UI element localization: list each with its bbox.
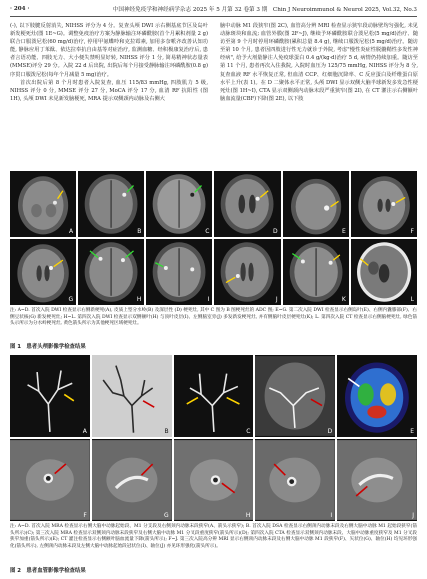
panel-label: E bbox=[342, 228, 346, 235]
mra-image bbox=[174, 355, 254, 437]
figure-1-panel bbox=[10, 171, 76, 237]
figure-1-panel bbox=[146, 171, 212, 237]
figure-1-panel bbox=[214, 171, 280, 237]
vessel-wall-mri-image bbox=[10, 439, 90, 521]
body-column-right bbox=[220, 22, 418, 103]
figure-1-panel bbox=[78, 171, 144, 237]
panel-label: G bbox=[163, 512, 169, 519]
figure-2-panel bbox=[92, 439, 172, 521]
brain-scan-image bbox=[351, 171, 417, 237]
panel-label: H bbox=[245, 512, 251, 519]
panel-label: K bbox=[341, 296, 346, 303]
panel-label: G bbox=[68, 296, 74, 303]
figure-1-panel bbox=[283, 239, 349, 305]
figure-1-panel bbox=[214, 239, 280, 305]
brain-scan-image bbox=[146, 171, 212, 237]
figure-2-panel bbox=[10, 355, 90, 437]
figure-1-panel bbox=[146, 239, 212, 305]
panel-label: D bbox=[327, 428, 333, 435]
figure-1-panel bbox=[351, 239, 417, 305]
brain-scan-image bbox=[283, 171, 349, 237]
figure-2-panel bbox=[255, 355, 335, 437]
body-column-left bbox=[10, 22, 208, 103]
figure-2-panel bbox=[337, 439, 417, 521]
mra-image bbox=[10, 355, 90, 437]
page-header bbox=[10, 4, 417, 17]
figure-2-panel bbox=[337, 355, 417, 437]
panel-label: H bbox=[136, 296, 142, 303]
brain-scan-image bbox=[78, 171, 144, 237]
paragraph: 脑中动脉 M1 段狭窄(图 2C), 血管高分辨 MRI 检查显示狭窄段动脉壁均匀强化, 未见动脉斑块和血流; 血管外膜(图 2F~J), 继续予环磷酰胺联合泼尼松(5 mg/d)治疗、随访至第 9 个月时停用环磷酰胺(累积总量 8.4 g), 继续口服泼尼松(5 mg/d)治疗。随访至第 10 个月, 患者因四肢进行性无力就诊于外院, 考虑"慢性炎症性脱髓鞘性多发性神经病", 给予大剂量静注人免疫球蛋白 0.4 g/(kg·d)治疗 5 d, 病情仍持续加重。随访至第 11 个月, 患者再次入住我院, 入院时血压为 125/75 mmHg, NIHSS 评分为 8 分, 复查血液 RF 水平恢复正常, 但血清 CCP、红细胞沉降率、C 反应蛋白及纤维蛋白原水平上升(表 1)。在 D 二聚体水平正常, 头颅 DWI 显示双侧大脑半球新发多发急性梗死灶(图 1H~I), CTA 显示双侧颈内动脉末段严重狭窄(图 2I), 在 CT 灌注示右侧额叶脑血流量(CBF)下降(图 2E), 以下肢 bbox=[220, 23, 418, 102]
panel-label: I bbox=[207, 296, 210, 303]
brain-scan-image bbox=[283, 239, 349, 305]
brain-scan-image bbox=[146, 239, 212, 305]
brain-scan-image bbox=[214, 171, 280, 237]
figure-1-caption: 注: A~D. 首次入院 DWI 检查显示右侧新梗死(A), 皮质上型分水岭(B) 及深层性 (D) 梗死灶, 其中 C 图为 B 图梗死灶的 ADC 图; E~G. 第二次入院 DWI 检查显示右侧岛叶(E)、右侧内囊膝部(F)、右侧豆状核(G) 新发梗死灶; H~L. 第四次入院 DWI 检查显示双侧额叶(H) 与顶叶皮层(I)、左侧脑室旁(J) 多发新发梗死灶, 并有侧脑叶皮层梗死灶(K); L. 第四次入院 CT 检查显示右侧脑梗死灶, 绿色箭头示所示为分水岭梗死灶, 黄色箭头所示为其他梗死区域梗死灶。 bbox=[10, 308, 417, 327]
figure-1-panel bbox=[78, 239, 144, 305]
figure-1-panel bbox=[10, 239, 76, 305]
panel-label: B bbox=[164, 428, 169, 435]
panel-label: B bbox=[137, 228, 142, 235]
paragraph: (-), 以下肢腱反射消失, NIHSS 评分为 4 分。复查头颅 DWI 示右侧基底节区及岛叶新发梗死灶(图 1E~G)。调整免疫治疗方案为静脉输注环磷酰胺(首个月累积剂量 2 g)联合口服泼尼松(60 mg/d)治疗, 停用甲氨蝶呤和克拉霉素, 加用多奈哌齐改善认知功能, 静脉应用丁苯酞、依达拉奉抗自由基等对症治疗, 监测血糖、经积极康复治疗后, 患者言语功能、四肢无力、大小便失禁明显好转, NIHSS 评分 1 分, 简易精神状态量表(MMSE)评分 29 分。入院 22 d 后出院, 出院后每个月接受静脉输注环磷酰胺(0.8 g)序贯口服泼尼松(每年个月减量 5 mg)治疗。 bbox=[10, 23, 208, 78]
panel-label: C bbox=[246, 428, 251, 435]
brain-scan-image bbox=[351, 239, 417, 305]
brain-scan-image bbox=[10, 171, 76, 237]
figure-1-title: 图 1 患者头颅影像学检查结果 bbox=[10, 344, 86, 350]
brain-scan-image bbox=[214, 239, 280, 305]
journal-running-head: 中国神经免疫学和神经病学杂志 2025 年 5 月第 32 卷第 3 期 Chin J Neuroimmunol & Neurol 2025, Vol.32, No.3 bbox=[112, 7, 417, 13]
figure-2-panels bbox=[10, 355, 417, 521]
figure-2-panel bbox=[255, 439, 335, 521]
cta-image bbox=[255, 355, 335, 437]
panel-label: E bbox=[410, 428, 414, 435]
figure-2-title: 图 2 患者血管影像学检查结果 bbox=[10, 568, 86, 574]
panel-label: F bbox=[83, 512, 87, 519]
ct-perfusion-image bbox=[337, 355, 417, 437]
figure-2-caption: 注: A~D. 首次入院 MRA 检查显示右侧大脑中动脉起始段、M1 分支段及右侧颈内动脉末段狭窄(A、箭头示狭窄); B. 首次入院 DSA 检查显示右侧颈内动脉末段及右侧大脑中动脉 M1 起始段狭窄(箭头所示)(C); 第三次入院 MRA 检查显示双侧颈内动脉末段狭窄及右侧大脑中动脉 M1 分叉段重度狭窄(箭头所示)(D); 第四次入院 CTA 检查显示双侧颈内动脉末段、大脑中动脉重度狭窄及 M1 分叉段狭窄加重(箭头所示)(E); CT 灌注检查显示右侧额叶脑血流量下降(箭头所示); F~J. 第三次入院高分辨 MRI 显示右侧颈内动脉末段及右侧大脑中动脉 M1 段狭窄(F)、矢状位(G)、轴位(H) 均见环形强化(箭头所示), 左侧颈内动脉末段及左侧大脑中动脉起始段冠状位(I)、轴位(J) 亦见环形强化(箭头所示)。 bbox=[10, 524, 417, 549]
panel-label: D bbox=[273, 228, 278, 235]
panel-label: J bbox=[275, 296, 278, 303]
panel-label: A bbox=[69, 228, 74, 235]
figure-2-panel bbox=[92, 355, 172, 437]
panel-label: A bbox=[82, 428, 87, 435]
dsa-image bbox=[92, 355, 172, 437]
panel-label: C bbox=[205, 228, 210, 235]
vessel-wall-mri-image bbox=[92, 439, 172, 521]
vessel-wall-mri-image bbox=[255, 439, 335, 521]
figure-2-panel bbox=[174, 355, 254, 437]
panel-label: I bbox=[330, 512, 333, 519]
vessel-wall-mri-image bbox=[174, 439, 254, 521]
figure-1-panels bbox=[10, 171, 417, 305]
paragraph: 首次出院后第 8 个月时患者入院复查, 血压 115/83 mmHg, 四肢肌力 5 级, NIHSS 评分 0 分, MMSE 评分 27 分, MoCA 评分 17 分, 血清 RF 抗阳性 (图 1H), 头颅 DWI 未见新发脑梗死, MRA 提示双侧颈内动脉及右侧大 bbox=[10, 79, 208, 102]
brain-scan-image bbox=[78, 239, 144, 305]
figure-2-panel bbox=[10, 439, 90, 521]
panel-label: F bbox=[410, 228, 414, 235]
figure-2-panel bbox=[174, 439, 254, 521]
brain-scan-image bbox=[10, 239, 76, 305]
figure-1-panel bbox=[283, 171, 349, 237]
page-number: · 204 · bbox=[10, 6, 30, 12]
vessel-wall-mri-image bbox=[337, 439, 417, 521]
figure-1-panel bbox=[351, 171, 417, 237]
panel-label: J bbox=[412, 512, 414, 519]
panel-label: L bbox=[410, 296, 414, 303]
